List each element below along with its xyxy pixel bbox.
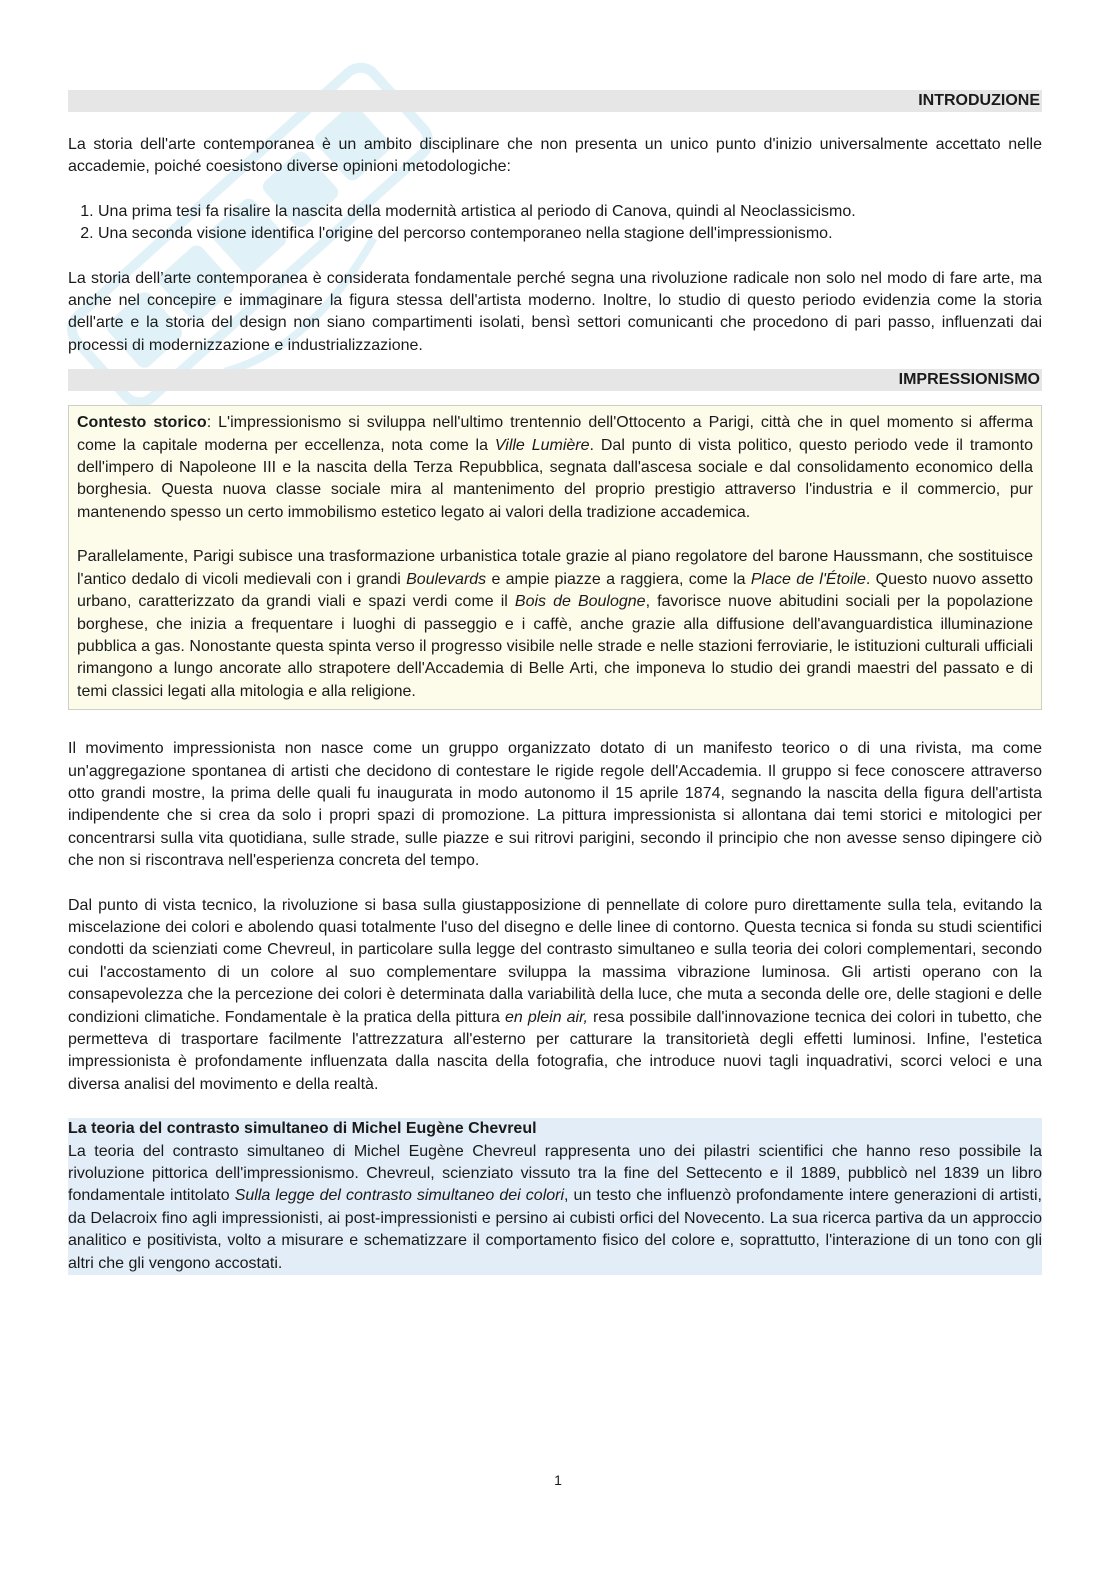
list-item: 2. Una seconda visione identifica l'origine del percorso contemporaneo nella stagione dell'impressionismo. [98, 223, 1042, 245]
context-box [68, 405, 1042, 710]
list-item: 1. Una prima tesi fa risalire la nascita della modernità artistica al periodo di Canova, quindi al Neoclassicismo. [98, 201, 1042, 223]
text-span: resa possibile dall'innovazione tecnica dei colori in tubetto, che permetteva di trasportare facilmente l'attrezzatura all'esterno per catturare la transitorietà degli effetti luminosi. Infine, l'estetica impressionista è profondamente influenzata dalla nascita della fotografia, che introduce nuovi tagli inquadrativi, scorci veloci e una diversa analisi del movimento e della realtà. [68, 1008, 1043, 1093]
text-span: . Questo nuovo assetto urbano, caratterizzato da grandi viali e spazi verdi come il [77, 570, 1034, 611]
text-span: : L'impressionismo si sviluppa nell'ultimo trentennio dell'Ottocento a Parigi, città che in quel momento si afferma come la capitale moderna per eccellenza, nota come la [77, 414, 1033, 454]
intro-paragraph-1: La storia dell'arte contemporanea è un ambito disciplinare che non presenta un unico punto d'inizio universalmente accettato nelle accademie, poiché coesistono diverse opinioni metodologiche: [68, 136, 1042, 176]
italic-term: Bois de Boulogne [514, 593, 646, 611]
section-heading-impressionismo: IMPRESSIONISMO [68, 369, 1042, 391]
text-span: Dal punto di vista tecnico, la rivoluzione si basa sulla giustapposizione di pennellate di colore puro direttamente sulla tela, evitando la miscelazione dei colori e abolendo quasi totalmente l'uso del disegno e delle linee di contorno. Questa tecnica si fonda su studi scientifici condotti da scienziati come Chevreul, in particolare sulla legge del contrasto simultaneo e sulla teoria dei colori complementari, secondo cui l'accostamento di un colore al suo complementare sviluppa la massima vibrazione luminosa. Gli artisti operano con la consapevolezza che la percezione dei colori è determinata dalla variabilità della luce, che muta a seconda delle ore, delle stagioni e delle condizioni climatiche. Fondamentale è la pratica della pittura [68, 896, 1042, 1026]
body-paragraph-2 [68, 895, 1042, 1097]
text-span: , favorisce nuove abitudini sociali per la popolazione borghese, che inizia a frequentare i luoghi di passeggio e i caffè, anche grazie alla diffusione dell'avanguardistica illuminazione pubblica a gas. Nonostante questa spinta verso il progresso visibile nelle strade e nelle stazioni ferroviarie, le istituzioni culturali ufficiali rimangono a lungo ancorate allo strapotere dell'Accademia di Belle Arti, che imponeva lo studio dei grandi maestri del passato e di temi classici legati alla mitologia e alla religione. [77, 593, 1033, 700]
context-paragraph-2 [77, 546, 1033, 703]
chevreul-heading: La teoria del contrasto simultaneo di Michel Eugène Chevreul [68, 1118, 1042, 1140]
text-span: Parallelamente, Parigi subisce una trasformazione urbanistica totale grazie al piano regolatore del barone Haussmann, che sostituisce l'antico dedalo di vicoli medievali con i grandi [77, 548, 1033, 588]
context-label: Contesto storico [77, 414, 207, 432]
italic-title: Sulla legge del contrasto simultaneo dei colori [234, 1187, 565, 1205]
intro-paragraph-2: La storia dell’arte contemporanea è considerata fondamentale perché segna una rivoluzione radicale non solo nel modo di fare arte, ma anche nel concepire e immaginare la figura stessa dell'artista moderno. Inoltre, lo studio di questo periodo evidenzia come la storia dell'arte e la storia del design non siano compartimenti isolati, bensì settori comunicanti che procedono di pari passo, influenzati dai processi di modernizzazione e industrializzazione. [68, 269, 1042, 354]
italic-term: Ville Lumière [494, 436, 590, 454]
body-paragraph-1: Il movimento impressionista non nasce come un gruppo organizzato dotato di un manifesto teorico o di una rivista, ma come un'aggregazione spontanea di artisti che decidono di contestare le rigide regole dell'Accademia. Il gruppo si fece conoscere attraverso otto grandi mostre, la prima delle quali fu inaugurata in modo autonomo il 15 aprile 1874, segnando la nascita della figura dell'artista indipendente che si crea da solo i propri spazi di promozione. La pittura impressionista si allontana dai temi storici e mitologici per concentrarsi sulla vita quotidiana, sulle strade, sulle piazze e sui ritrovi parigini, secondo il principio che non avesse senso dipingere ciò che non si riscontrava nell'esperienza concreta del tempo. [68, 740, 1042, 870]
text-span: e ampie piazze a raggiera, come la [486, 570, 751, 588]
italic-term: Place de l'Étoile [750, 570, 866, 588]
context-paragraph-1 [77, 412, 1033, 524]
chevreul-paragraph [68, 1141, 1042, 1275]
text-span: . Dal punto di vista politico, questo periodo vede il tramonto dell'impero di Napoleone III e la nascita della Terza Repubblica, segnata dall'ascesa sociale e dal consolidamento economico della borghesia. Questa nuova classe sociale mira al mantenimento del proprio prestigio attraverso l'industria e il commercio, pur mantenendo spesso un certo immobilismo estetico legato ai valori della tradizione accademica. [77, 436, 1033, 521]
italic-term: en plein air, [504, 1008, 589, 1026]
page-number: 1 [554, 1472, 562, 1488]
section-heading-introduzione: INTRODUZIONE [68, 90, 1042, 112]
italic-term: Boulevards [406, 570, 487, 588]
text-span: La teoria del contrasto simultaneo di Michel Eugène Chevreul rappresenta uno dei pilastri scientifici che hanno reso possibile la rivoluzione pittorica dell'impressionismo. Chevreul, scienziato vissuto tra la fine del Settecento e il 1889, pubblicò nel 1839 un libro fondamentale intitolato [68, 1142, 1042, 1205]
text-span: , un testo che influenzò profondamente intere generazioni di artisti, da Delacroix fino agli impressionisti, ai post-impressionisti e persino ai cubisti orfici del Novecento. La sua ricerca partiva da un approccio analitico e positivista, volto a misurare e schematizzare il comportamento fisico del colore e, soprattutto, l'interazione di un tono con gli altri che gli vengono accostati. [68, 1187, 1042, 1272]
intro-list [68, 201, 1042, 246]
document-page [68, 90, 1042, 1275]
